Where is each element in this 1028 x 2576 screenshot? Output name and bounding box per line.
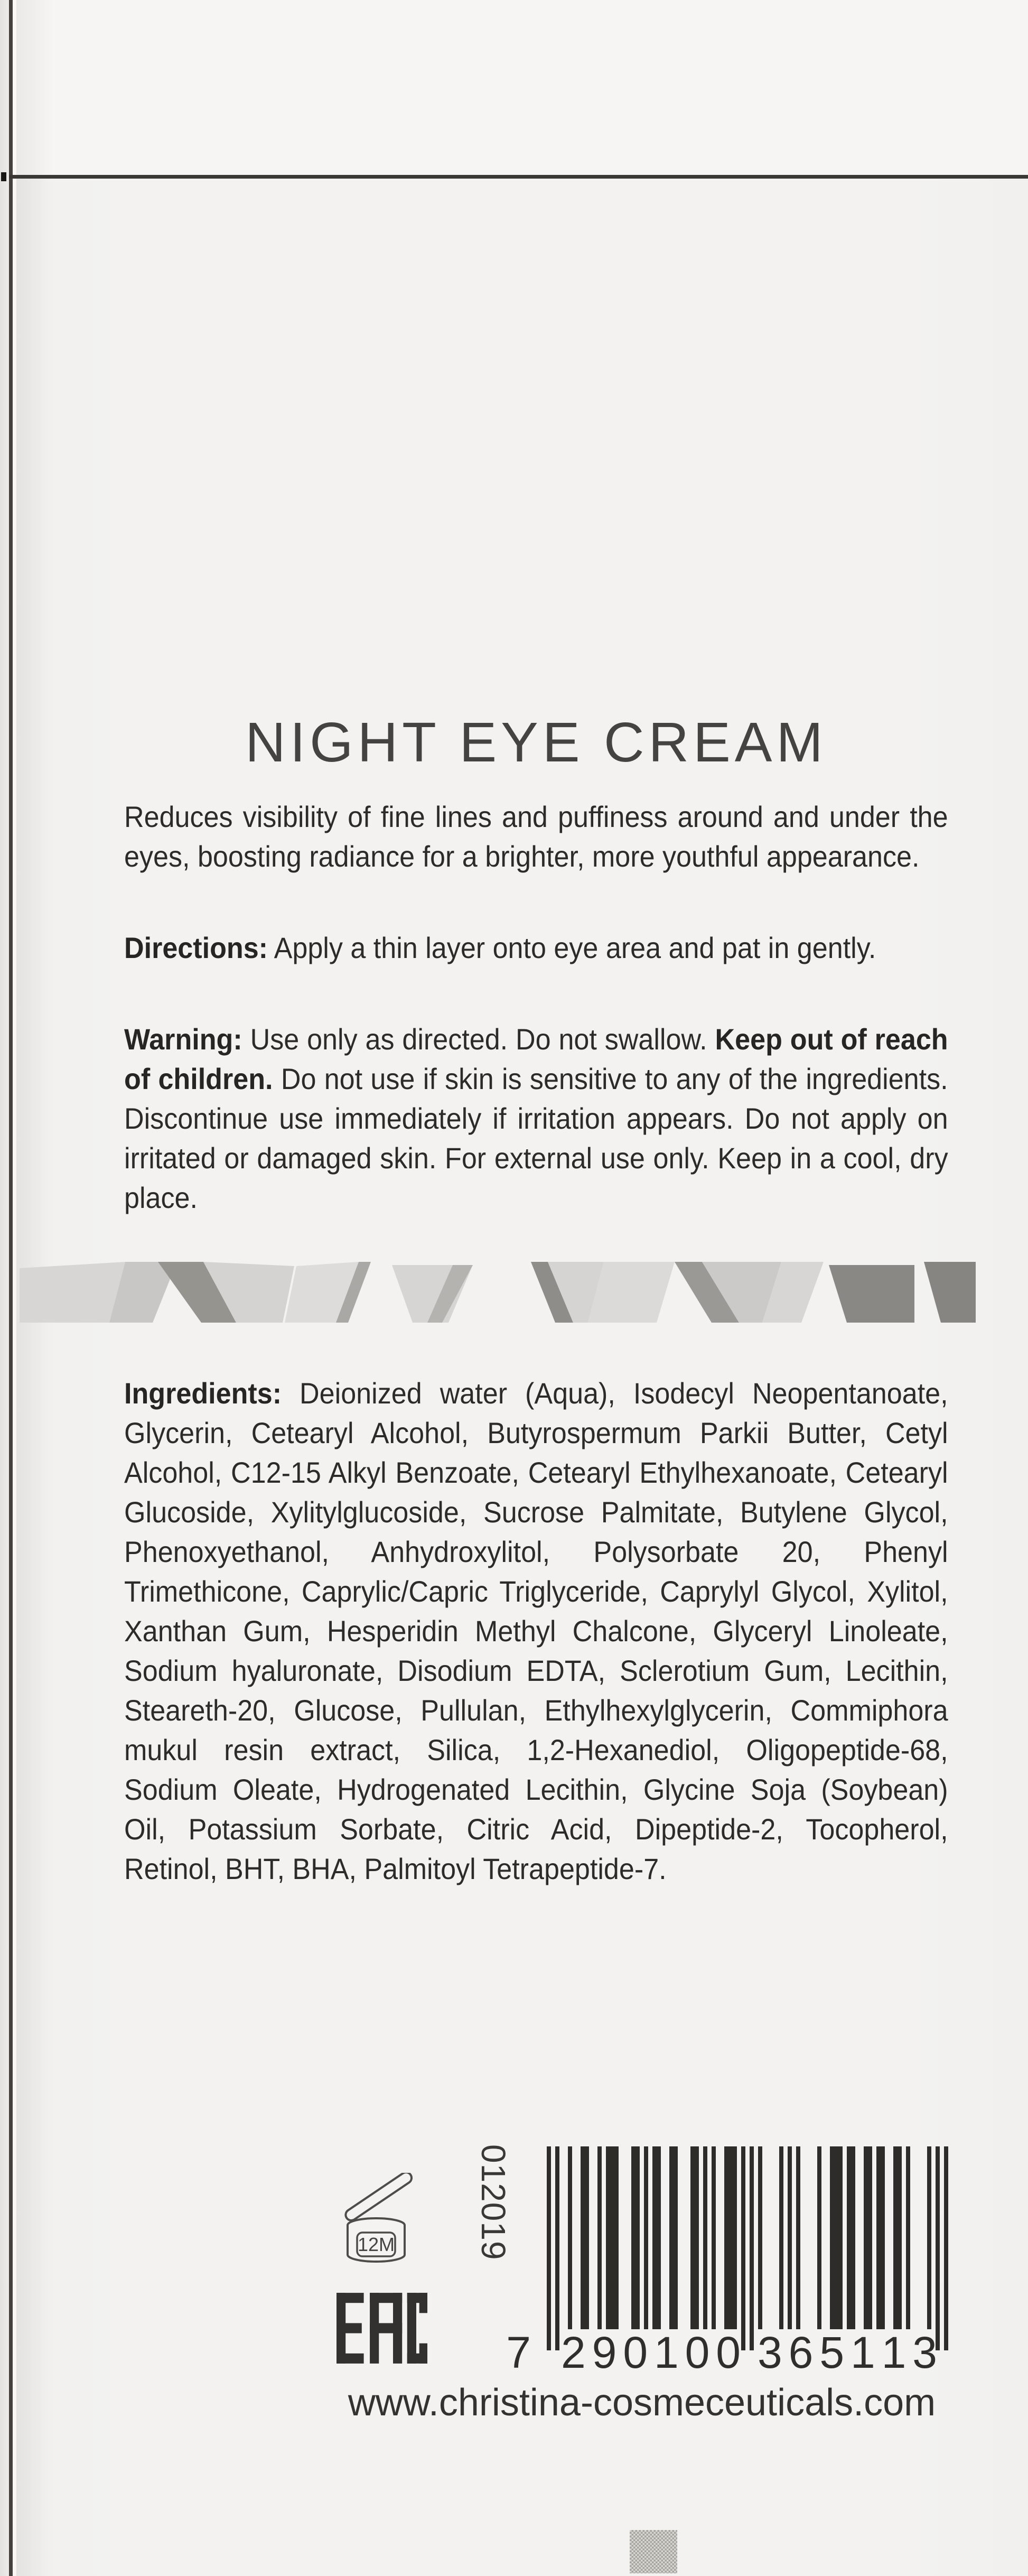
ean-barcode-bars — [547, 2146, 948, 2350]
directions-label: Directions: — [124, 931, 268, 964]
barcode-bar — [927, 2146, 931, 2329]
barcode-digit: 5 — [819, 2328, 845, 2377]
barcode-bar — [741, 2146, 745, 2350]
warning-keep-out-text: Keep out of reach of children. — [124, 1022, 948, 1095]
barcode-digits-right — [758, 2327, 937, 2378]
halftone-print-mark — [630, 2530, 677, 2573]
barcode-bar — [724, 2146, 737, 2329]
barcode-bar — [690, 2146, 699, 2329]
barcode-digit: 3 — [758, 2328, 782, 2377]
barcode-bar — [796, 2146, 800, 2329]
barcode-bar — [581, 2146, 589, 2329]
barcode-digit: 9 — [592, 2328, 617, 2377]
barcode-bar — [644, 2146, 648, 2329]
website-url: www.christina-cosmeceuticals.com — [348, 2382, 936, 2424]
barcode-digit: 0 — [685, 2328, 710, 2377]
barcode-bar — [712, 2146, 716, 2329]
warning-paragraph: Warning: Use only as directed. Do not swallow. Keep out of reach of children. Do not use if skin is sensitive to any of the ingredients. Discontinue use immediately if irritation appears. Do not apply on irritated or damaged skin. For external use only. Keep in a cool, dry place. — [124, 1022, 948, 1214]
barcode-bar — [547, 2146, 551, 2350]
barcode-digit: 0 — [623, 2328, 648, 2377]
barcode-bar — [944, 2146, 948, 2350]
barcode-digit: 1 — [881, 2328, 906, 2377]
barcode-bar — [936, 2146, 940, 2350]
ingredients-label: Ingredients: — [124, 1377, 282, 1410]
barcode-digit: 3 — [912, 2328, 937, 2377]
batch-code: 012019 — [474, 2144, 512, 2261]
barcode-digit: 2 — [561, 2328, 586, 2377]
barcode-bar — [876, 2146, 885, 2329]
product-description: Reduces visibility of fine lines and puffiness around and under the eyes, boosting radiance for a brighter, more youthful appearance. — [124, 800, 948, 873]
barcode-digit-first: 7 — [506, 2328, 531, 2377]
barcode-bar — [703, 2146, 707, 2329]
barcode-bar — [669, 2146, 678, 2329]
directions-paragraph: Directions: Apply a thin layer onto eye area and pat in gently. — [124, 931, 876, 964]
barcode-bar — [555, 2146, 559, 2350]
barcode-bar — [817, 2146, 821, 2329]
period-after-opening-icon — [329, 2173, 424, 2273]
pao-duration-label: 12M — [357, 2234, 395, 2255]
decorative-facet-band — [20, 1262, 976, 1323]
box-fold-line — [9, 175, 1028, 179]
box-side-strip — [0, 0, 9, 2576]
barcode-bar — [606, 2146, 619, 2329]
barcode-bar — [788, 2146, 792, 2329]
barcode-bar — [631, 2146, 640, 2329]
product-title: NIGHT EYE CREAM — [245, 711, 827, 774]
barcode-bar — [906, 2146, 910, 2329]
barcode-bar — [893, 2146, 902, 2329]
barcode-bar — [847, 2146, 855, 2329]
eac-mark-icon — [337, 2291, 427, 2365]
warning-label: Warning: — [124, 1022, 242, 1056]
barcode-digits-left — [561, 2327, 741, 2378]
box-edge-line — [9, 0, 13, 2576]
ingredients-paragraph: Ingredients: Deionized water (Aqua), Isodecyl Neopentanoate, Glycerin, Cetearyl Alcohol, Butyrospermum Parkii Butter, Cetyl Alcohol, C12-15 Alkyl Benzoate, Cetearyl Ethylhexanoate, Cetearyl Glucoside, Xylitylglucoside, Sucrose Palmitate, Butylene Glycol, Phenoxyethanol, Anhydroxylitol, Polysorbate 20, Phenyl Trimethicone, Caprylic/Capric Triglyceride, Caprylyl Glycol, Xylitol, Xanthan Gum, Hesperidin Methyl Chalcone, Glyceryl Linoleate, Sodium hyaluronate, Disodium EDTA, Sclerotium Gum, Lecithin, Steareth-20, Glucose, Pullulan, Ethylhexylglycerin, Commiphora mukul resin extract, Silica, 1,2-Hexanediol, Oligopeptide-68, Sodium Oleate, Hydrogenated Lecithin, Glycine Soja (Soybean) Oil, Potassium Sorbate, Citric Acid, Dipeptide-2, Tocopherol, Retinol, BHT, BHA, Palmitoyl Tetrapeptide-7. — [124, 1377, 948, 1885]
barcode-digit: 6 — [788, 2328, 814, 2377]
barcode-bar — [779, 2146, 783, 2329]
box-edge-highlight — [13, 0, 16, 2576]
barcode-bar — [758, 2146, 762, 2329]
barcode-bar — [568, 2146, 572, 2329]
barcode-digit: 1 — [850, 2328, 875, 2377]
barcode-bar — [652, 2146, 661, 2329]
barcode-bar — [750, 2146, 754, 2350]
barcode-digit: 1 — [653, 2328, 679, 2377]
barcode-bar — [597, 2146, 602, 2329]
box-top-flap — [16, 0, 1028, 175]
barcode-digit: 0 — [716, 2328, 741, 2377]
barcode-bar — [864, 2146, 872, 2329]
barcode-bar — [830, 2146, 843, 2329]
fold-registration-tick — [1, 172, 6, 181]
